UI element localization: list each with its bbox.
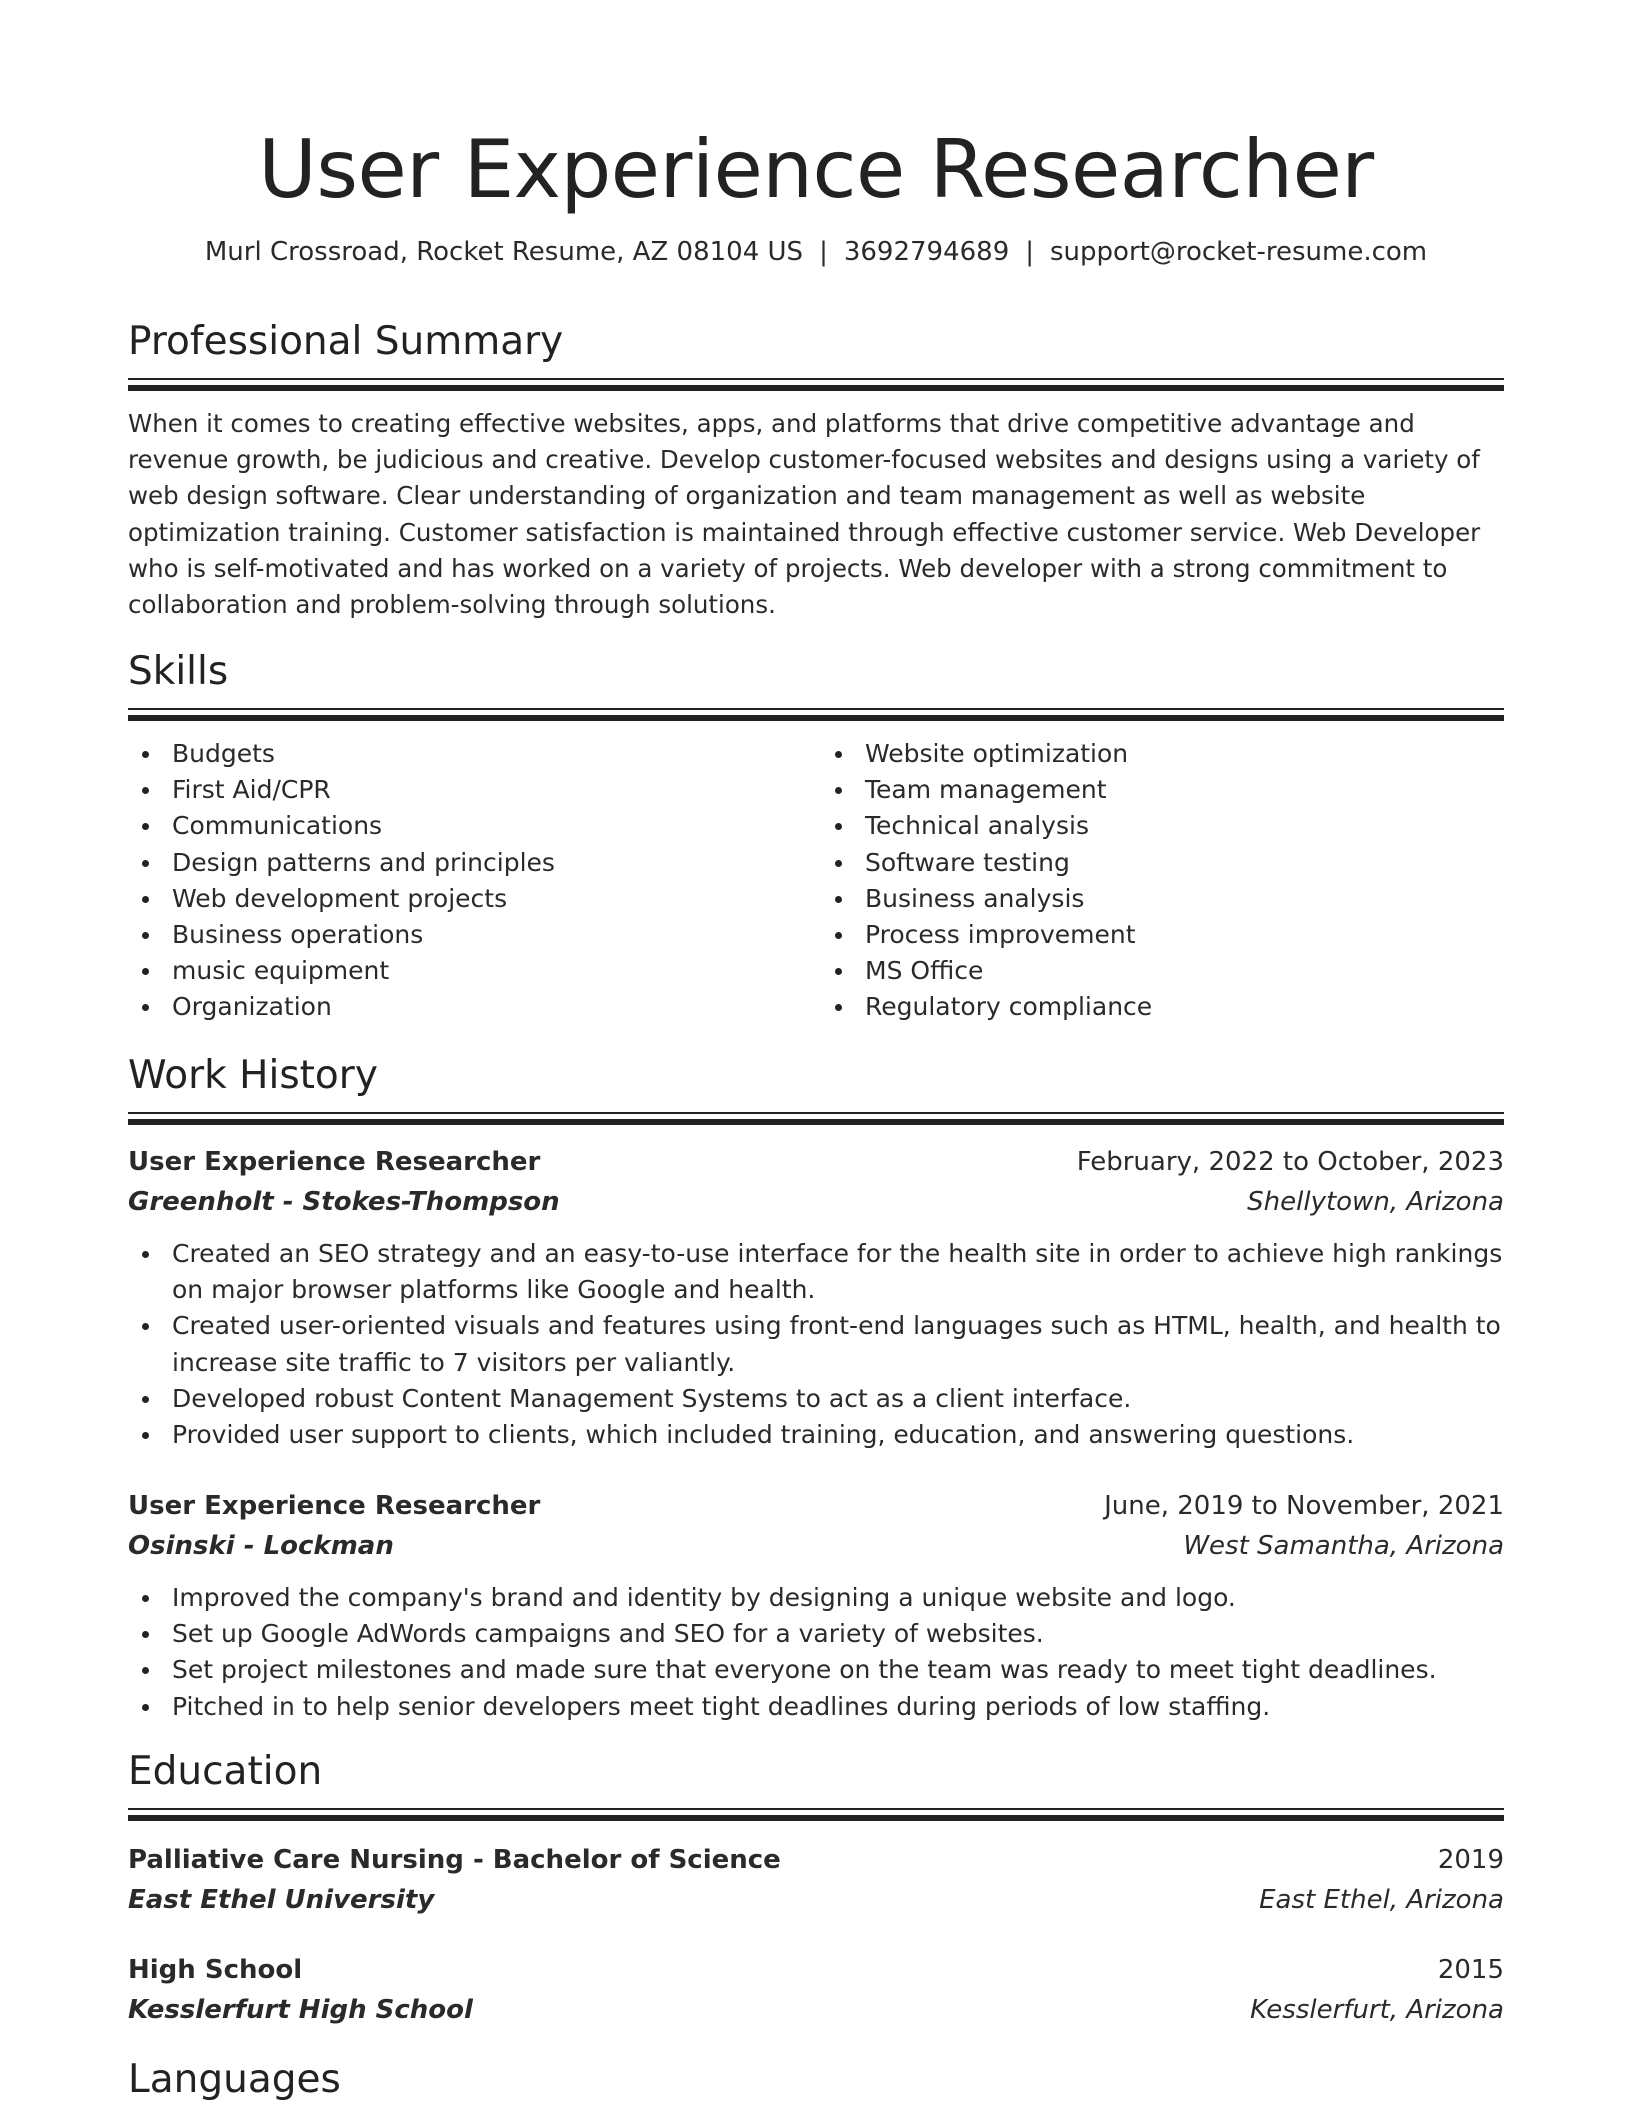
skill-item: Organization <box>128 989 811 1025</box>
contact-phone: 3692794689 <box>843 237 1010 267</box>
job-bullet: Set up Google AdWords campaigns and SEO for a variety of websites. <box>128 1616 1504 1652</box>
contact-email: support@rocket-resume.com <box>1050 237 1428 267</box>
skill-item: Communications <box>128 808 811 844</box>
job-location: Shellytown, Arizona <box>1247 1187 1504 1217</box>
skill-item: Technical analysis <box>821 808 1504 844</box>
skills-right-column <box>811 736 1504 1026</box>
job-bullet: Provided user support to clients, which included training, education, and answering questions. <box>128 1417 1504 1453</box>
job-title: User Experience Researcher <box>128 1147 541 1177</box>
skill-item: music equipment <box>128 953 811 989</box>
education-school: East Ethel University <box>128 1885 435 1915</box>
job-bullet: Created user-oriented visuals and features using front-end languages such as HTML, health, and health to increase site traffic to 7 visitors per valiantly. <box>128 1308 1504 1380</box>
skill-item: Team management <box>821 772 1504 808</box>
contact-separator: | <box>819 237 828 267</box>
skills-section <box>128 648 1504 1026</box>
education-entry <box>128 1950 1504 2030</box>
education-degree: High School <box>128 1955 303 1985</box>
job-dates: June, 2019 to November, 2021 <box>1104 1491 1504 1521</box>
section-divider <box>128 378 1504 392</box>
skill-item: Business operations <box>128 917 811 953</box>
job-bullets <box>128 1236 1504 1453</box>
skill-item: Regulatory compliance <box>821 989 1504 1025</box>
summary-text: When it comes to creating effective websites, apps, and platforms that drive competitive advantage and revenue growth, be judicious and creative. Develop customer-focused websites and designs using a variety of web design software. Clear understanding of organization and team management as well as website optimization training. Customer satisfaction is maintained through effective customer service. Web Developer who is self-motivated and has worked on a variety of projects. Web developer with a strong commitment to collaboration and problem-solving through solutions. <box>128 409 1481 620</box>
skill-item: Design patterns and principles <box>128 845 811 881</box>
contact-address: Murl Crossroad, Rocket Resume, AZ 08104 US <box>204 237 804 267</box>
education-school: Kesslerfurt High School <box>128 1995 473 2025</box>
education-year: 2015 <box>1437 1955 1504 1985</box>
education-section <box>128 1748 1504 1822</box>
job-company: Osinski - Lockman <box>128 1531 394 1561</box>
section-heading-work: Work History <box>128 1053 378 1098</box>
education-location: East Ethel, Arizona <box>1259 1885 1504 1915</box>
job-entry <box>128 1142 1504 1453</box>
skills-columns <box>128 736 1504 1026</box>
job-company: Greenholt - Stokes-Thompson <box>128 1187 560 1217</box>
contact-line <box>128 232 1504 272</box>
summary-section <box>128 318 1504 623</box>
skill-item: Process improvement <box>821 917 1504 953</box>
education-degree: Palliative Care Nursing - Bachelor of Science <box>128 1845 781 1875</box>
job-bullet: Set project milestones and made sure that everyone on the team was ready to meet tight deadlines. <box>128 1652 1504 1688</box>
section-heading-summary: Professional Summary <box>128 319 564 364</box>
section-divider <box>128 708 1504 722</box>
languages-section <box>128 2056 1504 2104</box>
section-heading-education: Education <box>128 1749 323 1794</box>
skill-item: Budgets <box>128 736 811 772</box>
work-history-section <box>128 1052 1504 1126</box>
contact-separator: | <box>1025 237 1035 267</box>
education-entry <box>128 1840 1504 1920</box>
section-divider <box>128 1112 1504 1126</box>
job-entry <box>128 1486 1504 1725</box>
skill-item: Web development projects <box>128 881 811 917</box>
skill-item: MS Office <box>821 953 1504 989</box>
job-bullet: Created an SEO strategy and an easy-to-use interface for the health site in order to achieve high rankings on major browser platforms like Google and health. <box>128 1236 1504 1308</box>
job-location: West Samantha, Arizona <box>1183 1531 1504 1561</box>
resume-page <box>128 0 1504 2102</box>
section-heading-languages: Languages <box>128 2057 341 2102</box>
section-divider <box>128 1808 1504 1822</box>
job-bullet: Pitched in to help senior developers meet tight deadlines during periods of low staffing. <box>128 1689 1504 1725</box>
education-location: Kesslerfurt, Arizona <box>1250 1995 1504 2025</box>
resume-title: User Experience Researcher <box>258 123 1374 216</box>
section-heading-skills: Skills <box>128 649 229 694</box>
skill-item: Business analysis <box>821 881 1504 917</box>
skill-item: First Aid/CPR <box>128 772 811 808</box>
skill-item: Software testing <box>821 845 1504 881</box>
education-year: 2019 <box>1437 1845 1504 1875</box>
job-bullets <box>128 1580 1504 1725</box>
job-bullet: Developed robust Content Management Systems to act as a client interface. <box>128 1381 1504 1417</box>
skills-left-column <box>128 736 811 1026</box>
job-dates: February, 2022 to October, 2023 <box>1076 1147 1504 1177</box>
job-bullet: Improved the company's brand and identity by designing a unique website and logo. <box>128 1580 1504 1616</box>
skill-item: Website optimization <box>821 736 1504 772</box>
job-title: User Experience Researcher <box>128 1491 541 1521</box>
